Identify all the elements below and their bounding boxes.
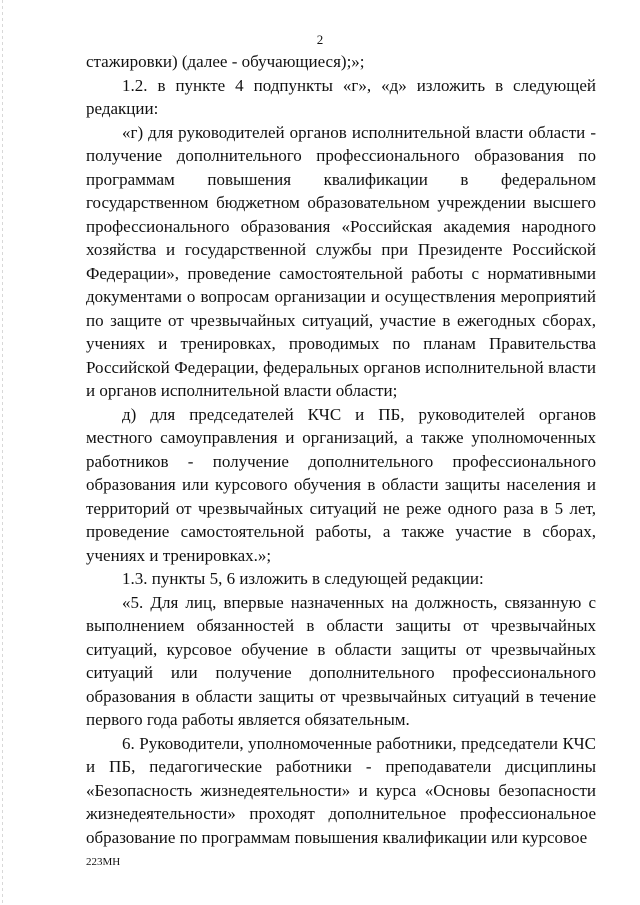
page-number: 2 xyxy=(316,32,324,47)
paragraph-subitem-g: «г) для руководителей органов исполнительной власти области - получение дополнительного профессионального образования по программам повышения квалификации в федеральном государственном бюджетном образовательном учреждении высшего профессионального образования «Российская академия народного хозяйства и государственной службы при Президенте Российской Федерации», проведение самостоятельной работы с нормативными документами о вопросам организации и осуществления мероприятий по защите от чрезвычайных ситуаций, участие в ежегодных сборах, учениях и тренировках, проводимых по планам Правительства Российской Федерации, федеральных органов исполнительной власти и органов исполнительной власти области; xyxy=(86,122,596,400)
document-code: 223МН xyxy=(86,856,121,868)
paragraph-subitem-d: д) для председателей КЧС и ПБ, руководителей органов местного самоуправления и организаций, а также уполномоченных работников - получение дополнительного профессионального образования или курсового обучения в области защиты населения и территорий от чрезвычайных ситуаций не реже одного раза в 5 лет, проведение самостоятельной работы, а также участие в сборах, учениях и тренировках.»; xyxy=(86,404,596,565)
paragraph-item-1-3: 1.3. пункты 5, 6 изложить в следующей редакции: xyxy=(122,569,484,588)
document-body xyxy=(86,50,596,849)
paragraph-point-6: 6. Руководители, уполномоченные работники, председатели КЧС и ПБ, педагогические работники - преподаватели дисциплины «Безопасность жизнедеятельности» и курса «Основы безопасности жизнедеятельности» проходят дополнительное профессиональное образование по программам повышения квалификации или курсовое xyxy=(86,733,596,847)
paragraph-point-5: «5. Для лиц, впервые назначенных на должность, связанную с выполнением обязанностей в области защиты от чрезвычайных ситуаций, курсовое обучение в области защиты от чрезвычайных ситуаций или получение дополнительного профессионального образования в области защиты от чрезвычайных ситуаций в течение первого года работы является обязательным. xyxy=(86,592,596,729)
paragraph-continuation: стажировки) (далее - обучающиеся);»; xyxy=(86,52,365,71)
paragraph-item-1-2: 1.2. в пункте 4 подпункты «г», «д» изложить в следующей редакции: xyxy=(86,75,596,118)
scan-edge-line xyxy=(2,0,3,905)
